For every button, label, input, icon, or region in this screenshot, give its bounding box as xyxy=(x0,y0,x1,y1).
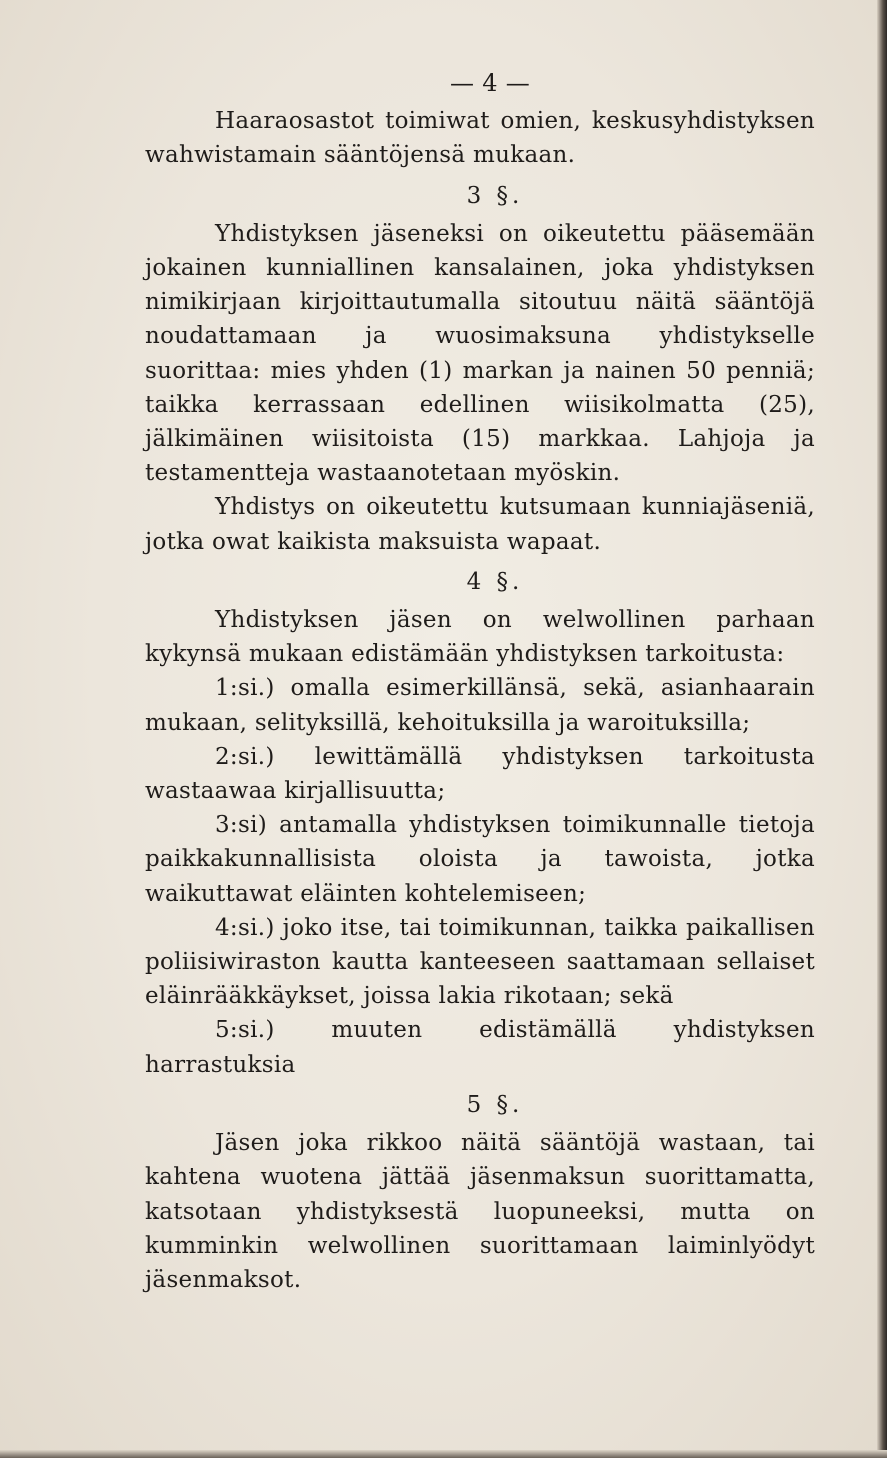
section-4-item: 1:si.) omalla esimerkillänsä, sekä, asianhaarain mukaan, selityksillä, kehoituksilla ja waroituksilla; xyxy=(145,675,815,736)
section-4-item: 5:si.) muuten edistämällä yhdistyksen harrastuksia xyxy=(145,1017,815,1078)
page-edge-shadow xyxy=(877,0,887,1458)
section-4-intro: Yhdistyksen jäsen on welwollinen parhaan kykynsä mukaan edistämään yhdistyksen tarkoitusta: xyxy=(145,607,815,668)
section-5-heading: 5 §. xyxy=(466,1091,524,1118)
section-4-heading: 4 §. xyxy=(466,568,524,595)
section-3-paragraph-1: Yhdistyksen jäseneksi on oikeutettu pääsemään jokainen kunniallinen kansalainen, joka yhdistyksen nimikirjaan kirjoittautumalla sitoutuu näitä sääntöjä noudattamaan ja wuosimaksuna yhdistykselle suorittaa: mies yhden (1) markan ja nainen 50 penniä; taikka kerrassaan edellinen wiisikolmatta (25), jälkimäinen wiisitoista (15) markkaa. Lahjoja ja testamentteja wastaanotetaan myöskin. xyxy=(145,220,815,487)
section-3-heading: 3 §. xyxy=(466,182,524,209)
section-4-item: 4:si.) joko itse, tai toimikunnan, taikka paikallisen poliisiwiraston kautta kanteeseen saattamaan sellaiset eläinrääkkäykset, joissa lakia rikotaan; sekä xyxy=(145,914,815,1010)
page-bottom-edge xyxy=(0,1450,887,1458)
page-number: — 4 — xyxy=(449,69,531,97)
intro-paragraph: Haaraosastot toimiwat omien, keskusyhdistyksen wahwistamain sääntöjensä mukaan. xyxy=(145,108,815,169)
section-4-item: 3:si) antamalla yhdistyksen toimikunnalle tietoja paikkakunnallisista oloista ja tawoista, jotka waikuttawat eläinten kohtelemiseen; xyxy=(145,812,815,907)
section-4-item: 2:si.) lewittämällä yhdistyksen tarkoitusta wastaawaa kirjallisuutta; xyxy=(145,743,815,805)
section-3-paragraph-2: Yhdistys on oikeutettu kutsumaan kunniajäseniä, jotka owat kaikista maksuista wapaat. xyxy=(145,494,815,555)
section-5-paragraph: Jäsen joka rikkoo näitä sääntöjä wastaan, tai kahtena wuotena jättää jäsenmaksun suorittamatta, katsotaan yhdistyksestä luopuneeksi, mutta on kumminkin welwollinen suorittamaan laiminlyödyt jäsenmaksot. xyxy=(145,1130,815,1293)
page-text-body xyxy=(145,66,815,1297)
